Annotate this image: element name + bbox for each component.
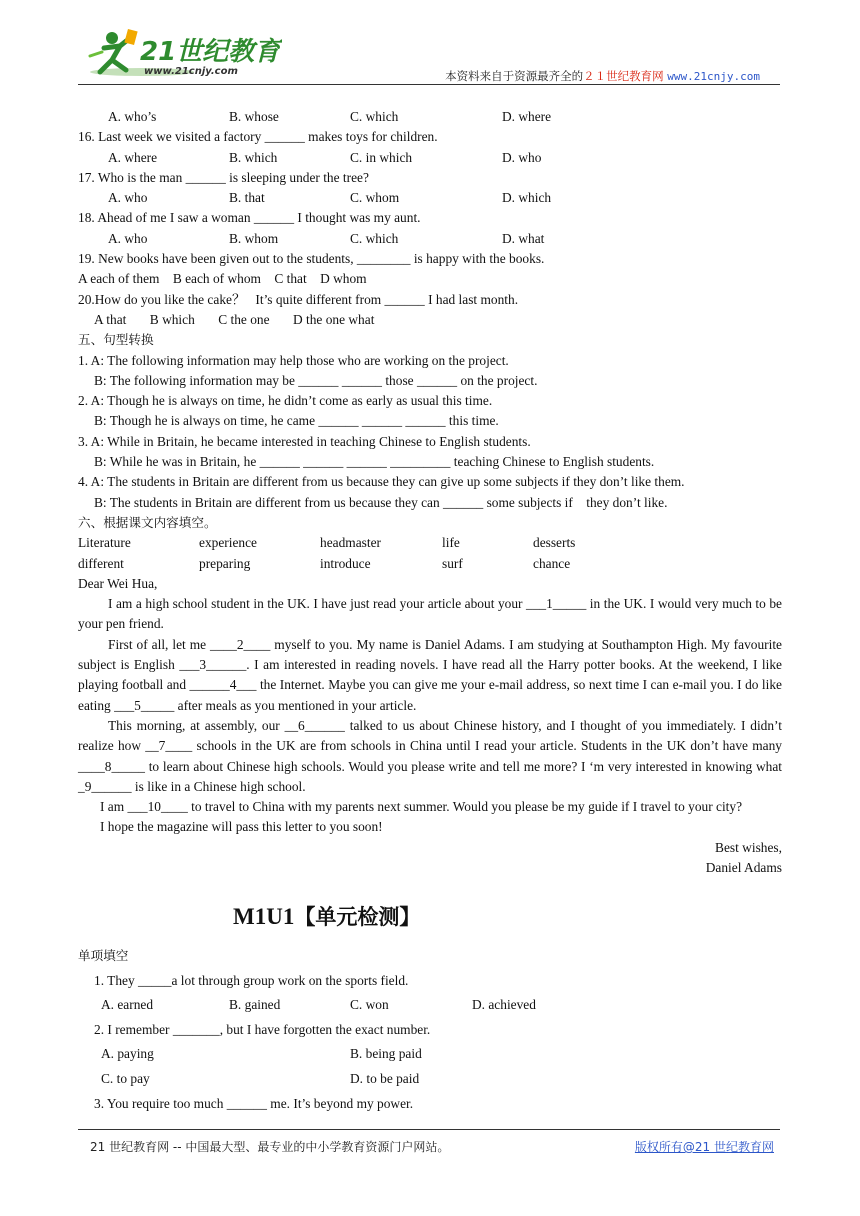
q18-option-a: A. who	[108, 230, 148, 246]
q19-stem: 19. New books have been given out to the students, ________ is happy with the books.	[78, 251, 545, 267]
letter-signature: Daniel Adams	[705, 859, 782, 875]
logo-text: 21世纪教育	[140, 37, 281, 67]
letter-paragraph-3: This morning, at assembly, our __6______ talked to us about Chinese history, and I thought of you immediately. I didn’t realize how __7____ schools in the UK are from schools in China until I read your article. Students in the UK don’t have many ____8_____ to learn about Chinese high schools. Would you please write and tell me more? I ‘m very interested in knowing what _9______ is like in a Chinese high school.	[78, 717, 782, 794]
s5-line-4a: 4. A: The students in Britain are different from us because they can give up some subjects if they don’t like them.	[78, 474, 685, 490]
q15-options	[78, 107, 782, 127]
header-divider	[78, 84, 780, 85]
q18-option-d: D. what	[502, 230, 545, 246]
letter-paragraph-1: I am a high school student in the UK. I have just read your article about your ___1_____ in the UK. I would very much to be your pen friend.	[78, 596, 782, 632]
q16-stem: 16. Last week we visited a factory ______ makes toys for children.	[78, 129, 438, 145]
q18-option-b: B. whom	[229, 230, 279, 246]
s5-line-1a: 1. A: The following information may help those who are working on the project.	[78, 352, 509, 368]
word-bank-item: preparing	[199, 555, 251, 571]
sc-q2-option-c: C. to pay	[101, 1070, 150, 1086]
site-logo	[82, 26, 282, 86]
sc-q1-option-c: C. won	[350, 997, 389, 1013]
q15-option-c: C. which	[350, 109, 399, 124]
word-bank-item: different	[78, 555, 124, 571]
unit-title-en: M1U1	[233, 904, 295, 929]
s5-line-3a: 3. A: While in Britain, he became interested in teaching Chinese to English students.	[78, 433, 531, 449]
q16-option-c: C. in which	[350, 149, 413, 165]
word-bank-item: headmaster	[320, 535, 381, 551]
sc-q3-stem: 3. You require too much ______ me. It’s beyond my power.	[94, 1095, 414, 1111]
word-bank-item: Literature	[78, 535, 131, 551]
footer-site-description: 21 世纪教育网 -- 中国最大型、最专业的中小学教育资源门户网站。	[90, 1140, 450, 1154]
q17-option-d: D. which	[502, 190, 552, 206]
sc-q1-option-b: B. gained	[229, 997, 281, 1013]
s5-line-1b: B: The following information may be ______ ______ those ______ on the project.	[94, 372, 538, 388]
sc-q2-options-row2	[78, 1067, 782, 1092]
q18-stem: 18. Ahead of me I saw a woman ______ I thought was my aunt.	[78, 210, 421, 226]
sc-q1-options	[78, 993, 782, 1018]
sc-q2-option-d: D. to be paid	[350, 1070, 420, 1086]
q16-option-b: B. which	[229, 149, 278, 165]
word-bank-item: desserts	[533, 535, 576, 551]
word-bank-item: introduce	[320, 555, 371, 571]
header-note-prefix: 本资料来自于资源最齐全的	[445, 69, 584, 83]
q18-options	[78, 229, 782, 249]
q19-options: A each of them B each of whom C that D whom	[78, 271, 367, 287]
unit-title-cn: 【单元检测】	[294, 905, 421, 929]
sc-q2-options-row1	[78, 1042, 782, 1067]
q15-option-d: D. where	[502, 109, 552, 124]
q20-stem: 20.How do you like the cake？ It’s quite different from ______ I had last month.	[78, 291, 519, 307]
footer-copyright-link[interactable]: 版权所有@21 世纪教育网	[634, 1140, 774, 1154]
word-bank-item: experience	[199, 535, 257, 551]
sc-q1-option-a: A. earned	[101, 997, 154, 1013]
q17-option-b: B. that	[229, 190, 265, 206]
q16-option-d: D. who	[502, 149, 542, 165]
q15-option-a: A. who’s	[108, 109, 157, 124]
sc-q1-option-d: D. achieved	[472, 997, 536, 1013]
q16-options	[78, 148, 782, 168]
word-bank-item: life	[442, 535, 460, 551]
exercise-content	[78, 107, 782, 878]
header-note	[445, 68, 760, 84]
sc-q1-stem: 1. They _____a lot through group work on the sports field.	[94, 972, 409, 988]
runner-logo-icon	[82, 26, 282, 86]
sc-q2-option-b: B. being paid	[350, 1046, 422, 1062]
q18-option-c: C. which	[350, 230, 399, 246]
q17-options	[78, 188, 782, 208]
section6-heading: 六、根据课文内容填空。	[78, 514, 217, 530]
q20-options: A that B which C the one D the one what	[94, 311, 375, 327]
s5-line-2a: 2. A: Though he is always on time, he didn’t come as early as usual this time.	[78, 393, 493, 409]
letter-closing: Best wishes,	[715, 839, 782, 855]
letter-paragraph-4: I am ___10____ to travel to China with my parents next summer. Would you please be my guide if I travel to your city?	[100, 799, 743, 815]
q15-option-b: B. whose	[229, 109, 279, 124]
q16-option-a: A. where	[108, 149, 158, 165]
logo-url: www.21cnjy.com	[144, 66, 238, 77]
q17-option-a: A. who	[108, 190, 148, 206]
sc-q2-option-a: A. paying	[101, 1046, 154, 1062]
s5-line-2b: B: Though he is always on time, he came ______ ______ ______ this time.	[94, 413, 499, 429]
sc-q2-stem: 2. I remember _______, but I have forgotten the exact number.	[94, 1021, 431, 1037]
footer-divider	[78, 1129, 780, 1130]
header-note-site: ２１世纪教育网	[583, 69, 664, 83]
letter-paragraph-5: I hope the magazine will pass this letter to you soon!	[100, 819, 383, 835]
word-bank-item: chance	[533, 555, 571, 571]
word-bank-row-2	[78, 554, 782, 574]
letter-paragraph-2: First of all, let me ____2____ myself to you. My name is Daniel Adams. I am studying at Southampton High. My favourite subject is English ___3______. I am interested in reading novels. I have read all the Harry potter books. At the weekend, I like playing football and ______4___ the Internet. Maybe you can give me your e-mail address, so next time I can e-mail you. I do like eating ___5_____ after meals as you mentioned in your article.	[78, 636, 782, 713]
q17-stem: 17. Who is the man ______ is sleeping under the tree?	[78, 169, 369, 185]
word-bank-row-1	[78, 533, 782, 553]
single-choice-heading: 单项填空	[78, 948, 129, 963]
letter-salutation: Dear Wei Hua,	[78, 575, 158, 591]
header-note-url[interactable]: www.21cnjy.com	[667, 70, 760, 83]
section5-heading: 五、句型转换	[78, 332, 154, 348]
s5-line-4b: B: The students in Britain are different from us because they can ______ some subjects if they don’t like.	[94, 494, 668, 510]
word-bank-item: surf	[442, 555, 463, 571]
s5-line-3b: B: While he was in Britain, he ______ ______ ______ _________ teaching Chinese to English students.	[94, 454, 655, 470]
unit-title	[233, 901, 420, 931]
q17-option-c: C. whom	[350, 190, 400, 206]
single-choice-section	[78, 944, 782, 1116]
